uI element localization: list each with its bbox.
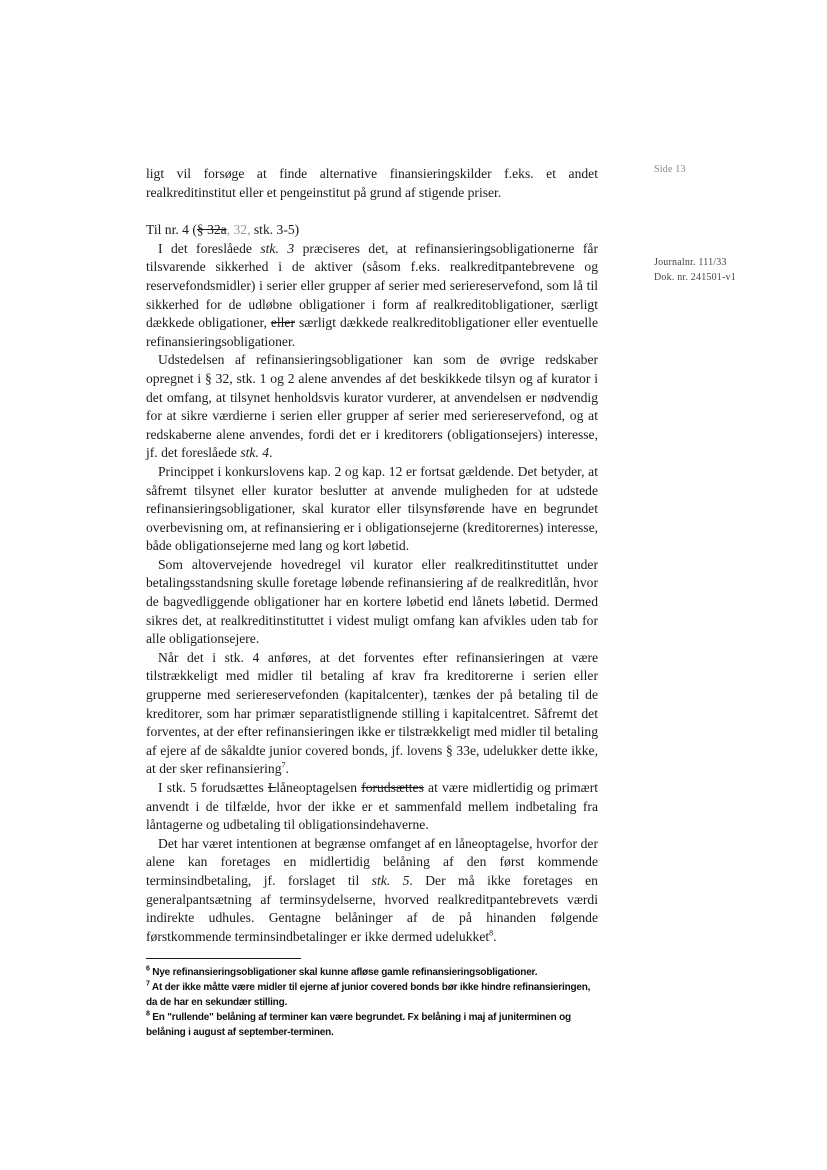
footnote-ref: 8 bbox=[489, 928, 494, 938]
paragraph-continuation: ligt vil forsøge at finde alternative finansieringskilder f.eks. et andet realkreditinstitut eller et pengeinstitut på grund af stigende priser. bbox=[146, 166, 598, 200]
footnotes bbox=[146, 965, 602, 1040]
paragraph: Det har været intentionen at begrænse omfanget af en låneoptagelse, hvorfor der alene kan foretages en midlertidig belåning af den først kommende terminsindbetaling, jf. forslaget til stk. 5. Der må ikke foretages en generalpantsætning af terminsydelserne, hvorved realkreditpantebrevets værdi indirekte udhules. Gentagne belåninger af de på hinanden følgende førstkommende terminsindbetalinger er ikke dermed udelukket$^8$. bbox=[146, 835, 598, 944]
section-heading: Til nr. 4 (§ 32a, 32, stk. 3-5) bbox=[146, 222, 300, 238]
paragraph: I det foreslåede stk. 3 præciseres det, at refinansieringsobligationerne får tilsvarende sikkerhed i de aktiver (såsom f.eks. realkreditpantebrevene og reservefondsmidler) i serier eller grupper af serier med seriereservefond, som lå til sikkerhed for de udløbne obligationer i form af realkreditobligationer, særligt dækkede obligationer, eller særligt dækkede realkreditobligationer eller eventuelle refinansieringsobligationer. bbox=[146, 240, 598, 349]
paragraph: I stk. 5 forudsættes Llåneoptagelsen forudsættes at være midlertidig og primært anvendt i de tilfælde, hvor der ikke er et sammenfald mellem indbetaling fra låntagerne og udbetaling til obligationsindehaverne. bbox=[146, 780, 599, 833]
journal-number: Journalnr. 111/33 bbox=[654, 257, 727, 268]
document-number: Dok. nr. 241501-v1 bbox=[654, 272, 736, 283]
footnote: $^8$ En "rullende" belåning af terminer kan være begrundet. Fx belåning i maj af juniterminen og belåning i august af september-terminen. bbox=[146, 1010, 571, 1038]
paragraph: Som altovervejende hovedregel vil kurator eller realkreditinstituttet under betalingsstandsning skulle foretage løbende refinansiering af de realkreditlån, hvor de bagvedliggende obligationer har en kortere løbetid end lånets løbetid. Dermed sikres det, at realkreditinstituttet i videst muligt omfang kan afvikles uden tab for alle obligationsejere. bbox=[146, 556, 598, 647]
body-text bbox=[146, 165, 598, 946]
paragraph: Udstedelsen af refinansieringsobligationer kan som de øvrige redskaber opregnet i § 32, stk. 1 og 2 alene anvendes af det beskikkede tilsyn og af kurator i det omfang, at tilsynet henholdsvis kurator vurderer, at anvendelsen er nødvendig for at sikre værdierne i serien eller grupper af serier med seriereservefond, og at redskaberne alene anvendes, fordi det er i kreditorers (obligationsejers) interesse, jf. det foreslåede stk. 4. bbox=[146, 352, 598, 461]
footnote: $^6$ Nye refinansieringsobligationer skal kunne afløse gamle refinansieringsobligationer. bbox=[146, 965, 538, 978]
page-number: Side 13 bbox=[654, 164, 686, 175]
footnote-separator bbox=[146, 958, 301, 959]
paragraph: Princippet i konkurslovens kap. 2 og kap. 12 er fortsat gældende. Det betyder, at såfremt tilsynet eller kurator beslutter at anvende muligheden for at udstede refinansieringsobligationer, skal kurator eller tilsynsførende have en begrundet overbevisning om, at refinansiering er i obligationsejerne (kreditorernes) interesse, både obligationsejerne med lang og kort løbetid. bbox=[146, 463, 598, 554]
footnote: $^7$ At der ikke måtte være midler til ejerne af junior covered bonds bør ikke hindre refinansieringen, da de har en sekundær stilling. bbox=[146, 980, 591, 1008]
paragraph: Når det i stk. 4 anføres, at det forventes efter refinansieringen at være tilstrækkeligt med midler til betaling af krav fra kreditorerne i serien eller grupperne med seriereservefonden (kapitalcenter), tænkes der på betaling til de kreditorer, som har primær separatistlignende stilling i kapitalcentret. Såfremt det forventes, at der efter refinansieringen ikke er tilstrækkeligt med midler til betaling af ejere af de såkaldte junior covered bonds, jf. lovens § 33e, udelukker dette ikke, at der sker refinansiering$^7$. bbox=[146, 649, 598, 777]
footnote-ref: 7 bbox=[281, 760, 286, 770]
